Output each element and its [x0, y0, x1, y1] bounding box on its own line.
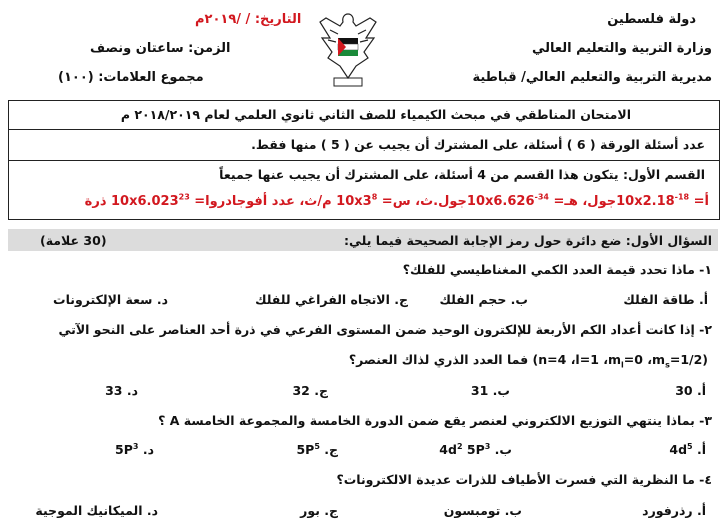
q1-item4-option-a[interactable]: أ. رذرفورد	[642, 503, 706, 518]
q1-item2-option-a[interactable]: أ. 30	[675, 383, 706, 398]
q1-item1-option-c[interactable]: ج. الاتجاه الفراغي للفلك	[255, 292, 408, 307]
q1-item1-option-d[interactable]: د. سعة الإلكترونات	[53, 292, 168, 307]
exam-title: الامتحان المناطقي في مبحث الكيمياء للصف الثاني ثانوي العلمي لعام ٢٠١٨/٢٠١٩ م	[120, 107, 631, 122]
directorate-name: مديرية التربية والتعليم العالي/ قباطية	[472, 70, 712, 85]
questions-note-box	[8, 129, 720, 161]
exam-title-box	[8, 100, 720, 130]
q1-item3-option-b[interactable]: ب. $4d^2$ $5P^3$	[439, 442, 512, 458]
q1-item4-option-c[interactable]: ج. بور	[300, 503, 338, 518]
ministry-name: وزارة التربية والتعليم العالي	[531, 41, 712, 56]
q1-item3-option-c[interactable]: ج. $5P^5$	[296, 442, 338, 458]
section-note-box	[8, 160, 720, 220]
total-marks: مجموع العلامات: (١٠٠)	[58, 70, 204, 85]
section-note: القسم الأول: يتكون هذا القسم من 4 أسئلة، على المشترك أن يجيب عنها جميعاً	[219, 167, 705, 182]
question1-title: السؤال الأول: ضع دائرة حول رمز الإجابة الصحيحة فيما يلي:	[344, 233, 712, 248]
q1-item2-option-c[interactable]: ج. 32	[292, 383, 328, 398]
q1-item1-option-a[interactable]: أ. طاقة الفلك	[623, 292, 708, 307]
q1-item3-option-a[interactable]: أ. $4d^5$	[669, 442, 706, 458]
q1-item2-option-d[interactable]: د. 33	[105, 383, 138, 398]
questions-note: عدد أسئلة الورقة ( 6 ) أسئلة، على المشترك أن يجيب عن ( 5 ) منها فقط.	[251, 137, 705, 152]
q1-item3-option-d[interactable]: د. $5P^3$	[115, 442, 154, 458]
q1-item1-option-b[interactable]: ب. حجم الفلك	[439, 292, 528, 307]
q1-item4-option-b[interactable]: ب. تومبسون	[443, 503, 522, 518]
q1-item3-text: ٣- بماذا ينتهي التوزيع الالكتروني لعنصر يقع ضمن الدورة الخامسة والمجموعة الخامسة A ؟	[158, 413, 712, 428]
q1-item2-text: ٢- إذا كانت أعداد الكم الأربعة للإلكترون الوحيد ضمن المستوى الفرعي في ذرة أحد العناصر على النحو الآتي	[58, 322, 712, 337]
exam-duration: الزمن: ساعتان ونصف	[90, 41, 231, 56]
constants-line	[85, 193, 709, 209]
exam-date: التاريخ: / /٢٠١٩م	[195, 12, 302, 27]
q1-item1-text: ١- ماذا تحدد قيمة العدد الكمي المغناطيسي للفلك؟	[402, 262, 712, 277]
q1-item2-text2	[349, 352, 708, 370]
question1-marks: (30 علامة)	[40, 233, 107, 248]
q1-item4-text: ٤- ما النظرية التي فسرت الأطياف للذرات عديدة الالكترونات؟	[336, 472, 712, 487]
q1-item2-quantum-numbers: (n=4 ،l=1 $،m_l=0$ $،m_s=1/2$) فما العدد الذري لذاك العنصر؟	[348, 352, 708, 370]
q1-item4-option-d[interactable]: د. الميكانيك الموجية	[35, 503, 158, 518]
q1-item2-option-b[interactable]: ب. 31	[470, 383, 510, 398]
palestine-emblem	[316, 8, 380, 90]
constants-text: أ= $10x2.18^{-18}جول،$ هـ= $10x6.626^{-34}جول.ث،$ س= $10x3^8$ م/ث، عدد أفوجادروا= $10x6.023^{23}$ ذرة	[84, 193, 709, 210]
country-name: دولة فلسطين	[607, 12, 696, 27]
